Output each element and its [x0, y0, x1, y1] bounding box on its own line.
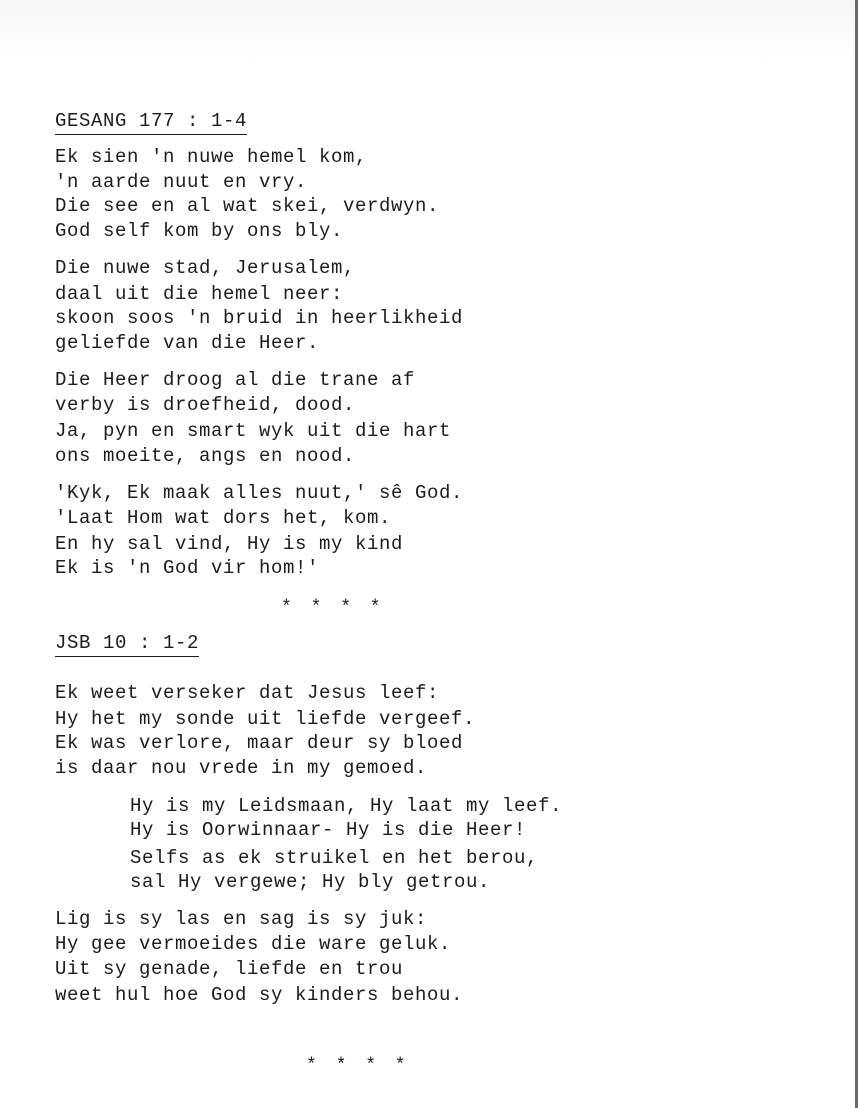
section1-stanza1-line2: 'n aarde nuut en vry.	[55, 171, 308, 193]
section2-refrain2-line2: sal Hy vergewe; Hy bly getrou.	[130, 871, 491, 893]
section2-final-line2: Hy gee vermoeides die ware geluk.	[55, 933, 452, 955]
section2-final-line4: weet hul hoe God sy kinders behou.	[55, 984, 464, 1006]
section1-stanza4-line4: Ek is 'n God vir hom!'	[55, 557, 320, 579]
section1-stanza3-line1: Die Heer droog al die trane af	[55, 369, 416, 391]
section2-final-line3: Uit sy genade, liefde en trou	[55, 958, 404, 980]
divider-stars-1: * * * *	[281, 598, 385, 618]
section1-stanza2-line2: daal uit die hemel neer:	[55, 283, 344, 305]
section1-stanza3-line3: Ja, pyn en smart wyk uit die hart	[55, 420, 452, 442]
divider-stars-2: * * * *	[306, 1056, 410, 1076]
section1-heading-text: GESANG 177 : 1-4	[55, 110, 247, 135]
section2-refrain1-line2: Hy is Oorwinnaar- Hy is die Heer!	[130, 819, 527, 841]
section1-stanza2-line1: Die nuwe stad, Jerusalem,	[55, 257, 356, 279]
section2-refrain1-line1: Hy is my Leidsmaan, Hy laat my leef.	[130, 795, 563, 817]
section1-stanza3-line2: verby is droefheid, dood.	[55, 394, 356, 416]
section1-stanza1-line4: God self kom by ons bly.	[55, 220, 344, 242]
section1-stanza2-line3: skoon soos 'n bruid in heerlikheid	[55, 307, 464, 329]
section1-stanza4-line2: 'Laat Hom wat dors het, kom.	[55, 507, 392, 529]
section1-stanza1-line1: Ek sien 'n nuwe hemel kom,	[55, 146, 368, 168]
section2-final-line1: Lig is sy las en sag is sy juk:	[55, 908, 428, 930]
section2-refrain2-line1: Selfs as ek struikel en het berou,	[130, 847, 539, 869]
section2-stanza1-line2: Hy het my sonde uit liefde vergeef.	[55, 708, 476, 730]
section1-heading	[55, 110, 247, 135]
section1-stanza1-line3: Die see en al wat skei, verdwyn.	[55, 195, 440, 217]
section2-stanza1-line3: Ek was verlore, maar deur sy bloed	[55, 732, 464, 754]
section2-heading	[55, 632, 199, 657]
section1-stanza3-line4: ons moeite, angs en nood.	[55, 445, 356, 467]
section2-stanza1-line1: Ek weet verseker dat Jesus leef:	[55, 682, 440, 704]
section1-stanza4-line3: En hy sal vind, Hy is my kind	[55, 533, 404, 555]
section1-stanza4-line1: 'Kyk, Ek maak alles nuut,' sê God.	[55, 482, 464, 504]
section2-stanza1-line4: is daar nou vrede in my gemoed.	[55, 757, 428, 779]
section1-stanza2-line4: geliefde van die Heer.	[55, 332, 320, 354]
section2-heading-text: JSB 10 : 1-2	[55, 632, 199, 657]
